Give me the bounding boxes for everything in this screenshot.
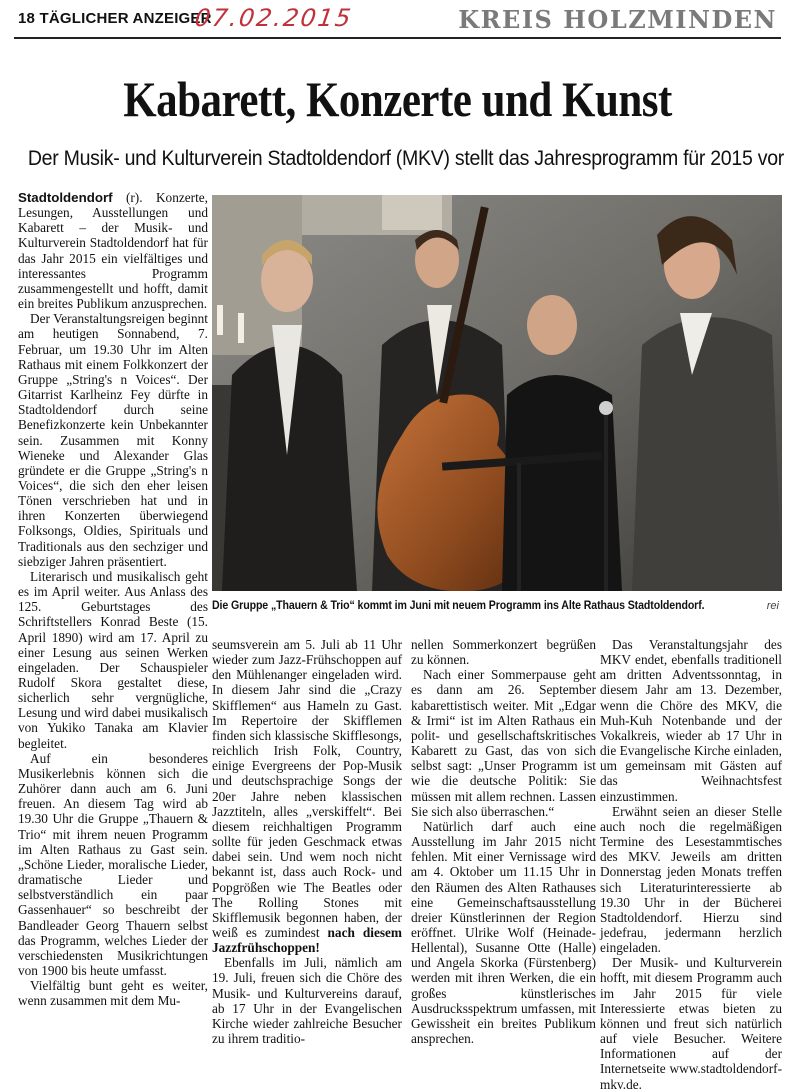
paragraph-text: seumsverein am 5. Juli ab 11 Uhr wieder zum Jazz-Frühschoppen auf den Mühlenanger eingeladen wird. In diesem Jahr sind die „Crazy Skifflemen“ aus Hameln zu Gast. Im Repertoire der Skifflemen finden sich klassische Skifflesongs, reichlich Irish Folk, Country, einige Evergreens der Pop-Musik und deutschsprachige Songs der 20er Jahre neben klassischen Jazztiteln, alles „verskiffelt“. Bei diesem reichhaltigen Programm sollte für jeden Geschmack etwas dabei sein. Und wem noch nicht bekannt ist, dass auch Rock- und Popgrößen wie The Beatles oder The Rolling Stones mit Skifflemusik begonnen haben, der weiß es zumindest <box>212 637 402 940</box>
paragraph: Erwähnt seien an dieser Stelle auch noch die regelmäßigen Termine des Lesestammtisches des MKV. Jeweils am dritten Donnerstag jeden Monats treffen sich Literaturinteressierte ab 19.30 Uhr in der Bücherei Stadtoldendorf. Hierzu sind jedefrau, jedermann herzlich eingeladen. <box>600 803 782 956</box>
section-title: KREIS HOLZMINDEN <box>458 5 777 34</box>
paragraph: Der Musik- und Kulturverein hofft, mit diesem Programm auch im Jahr 2015 für viele Interessierte etwas bieten zu können und freut sich natürlich auf viele Besucher. Weitere Informationen auf der Internetseite www.stadtoldendorf-mkv.de. <box>600 955 782 1092</box>
paragraph: Ebenfalls im Juli, nämlich am 19. Juli, freuen sich die Chöre des Musik- und Kulturvereins darauf, ab 17 Uhr in der Evangelischen Kirche wieder zahlreiche Besucher zu ihrem traditio- <box>212 955 402 1047</box>
dateline: Stadtoldendorf <box>18 190 113 205</box>
paragraph: Literarisch und musikalisch geht es im April weiter. Aus Anlass des 125. Geburtstages des Schriftstellers Konrad Beste (15. April 1890) wird am 17. April zu einer Lesung aus seinen Werken eingeladen. Der Schauspieler Rudolf Skora gestaltet diese, sicherlich sehr vergnügliche, Lesung und wird dabei musikalisch von Yukiko Tanaka am Klavier begleitet. <box>18 568 208 751</box>
paragraph <box>18 190 208 311</box>
header-rule <box>14 37 781 39</box>
column-3 <box>411 637 596 1046</box>
paragraph: nellen Sommerkonzert begrüßen zu können. <box>411 637 596 668</box>
paragraph: Der Veranstaltungsreigen beginnt am heutigen Sonnabend, 7. Februar, um 19.30 Uhr im Alten Rathaus mit einem Folkkonzert der Gruppe „String's n Voices“. Der Gitarrist Karlheinz Fey dürfte in Stadtoldendorf durch seine Benefizkonzerte kein Unbekannter sein. Zusammen mit Konny Wieneke und Alexander Glas gründete er die Gruppe „String's n Voices“, die sich den eher leisen Tönen verschrieben hat und in ihren Konzerten überwiegend Folksongs, Oldies, Spirituals und Traditionals aus den sechziger und siebziger Jahren präsentiert. <box>18 311 208 569</box>
handwritten-date: 07.02.2015 <box>193 4 355 32</box>
paragraph: Natürlich darf auch eine Ausstellung im Jahr 2015 nicht fehlen. Mit einer Vernissage wird am 4. Oktober um 11.15 Uhr in den Räumen des Alten Rathauses eine Gemeinschaftsausstellung dreier Künstlerinnen der Region eröffnet. Ulrike Wolf (Heinade-Hellental), Susanne Otte (Halle) und Angela Skorka (Fürstenberg) werden mit ihren Werken, die ein großes künstlerisches Ausdrucksspektrum umfassen, mit Gewissheit ein breites Publikum ansprechen. <box>411 818 596 1047</box>
paragraph: Auf ein besonderes Musikerlebnis können sich die Zuhörer dann auch am 6. Juni freuen. An diesem Tag wird ab 19.30 Uhr die Gruppe „Thauern & Trio“ mit ihrem neuen Programm im Alten Rathaus zu Gast sein. „Schöne Lieder, moralische Lieder, dramatische Lieder und selbstverständlich ein paar Gassenhauer“ so beschreibt der Bandleader Georg Thauern selbst das Programm, welches Lieder der verschiedensten Musikrichtungen von 1900 bis heute umfasst. <box>18 750 208 978</box>
column-1 <box>18 190 208 1008</box>
subheadline: Der Musik- und Kulturverein Stadtoldendorf (MKV) stellt das Jahresprogramm für 2015 vor <box>27 147 785 170</box>
paragraph: Nach einer Sommerpause geht es dann am 26. September kabarettistisch weiter. Mit „Edgar & Irmi“ ist im Alten Rathaus ein polit- und gesellschaftskritisches Kabarett zu Gast, das von sich selbst sagt: „Unser Programm ist wie die deutsche Politik: Sie müssen mit allem rechnen. Lassen Sie sich also überraschen.“ <box>411 667 596 819</box>
headline: Kabarett, Konzerte und Kunst <box>123 71 672 127</box>
column-4 <box>600 637 782 1092</box>
page-label: 18 TÄGLICHER ANZEIGER <box>18 10 212 27</box>
paragraph <box>212 637 402 955</box>
photo-caption: Die Gruppe „Thauern & Trio“ kommt im Juni mit neuem Programm ins Alte Rathaus Stadtoldendorf. <box>212 600 705 612</box>
paragraph: Das Veranstaltungsjahr des MKV endet, ebenfalls traditionell am dritten Adventssonntag, in diesem Jahr am 13. Dezember, wenn die Chöre des MKV, die Muh-Kuh Notenbande und der Vokalkreis, wieder ab 17 Uhr in die Evangelische Kirche einladen, um gemeinsam mit Gästen auf das Weihnachtsfest einzustimmen. <box>600 637 782 804</box>
paragraph: Vielfältig bunt geht es weiter, wenn zusammen mit dem Mu- <box>18 978 208 1009</box>
column-2 <box>212 637 402 1046</box>
band-photo <box>212 195 782 591</box>
highlight-line: nach diesem Jazzfrühschoppen! <box>212 924 402 956</box>
photo-credit: rei <box>766 600 779 612</box>
paragraph-text: (r). Konzerte, Lesungen, Ausstellungen und Kabarett – der Musik- und Kulturverein Stadtoldendorf hat für das Jahr 2015 ein vielfältiges und interessantes Programm zusammengestellt und hofft, damit ein breites Publikum anzusprechen. <box>18 190 209 312</box>
